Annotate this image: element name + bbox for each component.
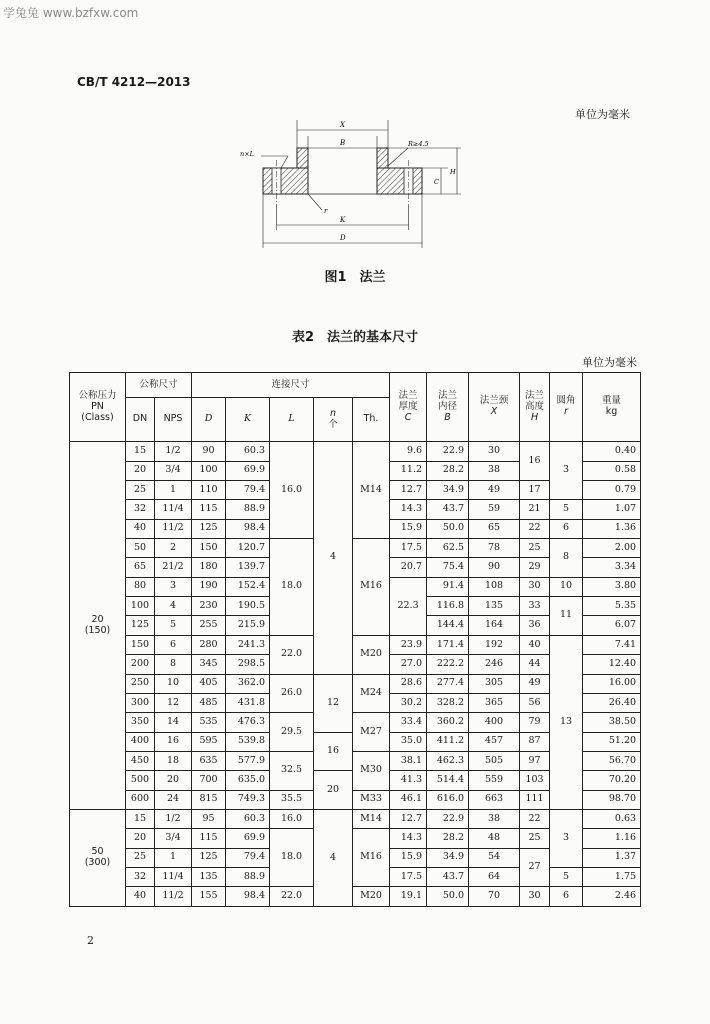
c-cell: 17.5 xyxy=(390,868,427,887)
dn-cell: 600 xyxy=(126,790,155,809)
c-cell: 20.7 xyxy=(390,558,427,577)
dn-cell: 500 xyxy=(126,771,155,790)
nps-cell: 1 xyxy=(155,480,192,499)
k-cell: 241.3 xyxy=(226,635,270,654)
b-cell: 116.8 xyxy=(427,597,469,616)
c-cell: 12.7 xyxy=(390,480,427,499)
b-cell: 62.5 xyxy=(427,539,469,558)
c-cell: 14.3 xyxy=(390,500,427,519)
h-cell: 29 xyxy=(520,558,550,577)
th-cell: M27 xyxy=(353,713,390,752)
l-cell: 35.5 xyxy=(270,790,314,809)
c-cell: 15.9 xyxy=(390,848,427,867)
c-cell: 41.3 xyxy=(390,771,427,790)
h-cell: 30 xyxy=(520,887,550,907)
label-r: r xyxy=(324,207,328,215)
l-cell: 16.0 xyxy=(270,810,314,829)
c-cell: 15.9 xyxy=(390,519,427,538)
table-caption: 表2 法兰的基本尺寸 xyxy=(291,330,419,345)
nps-cell: 20 xyxy=(155,771,192,790)
weight-cell: 26.40 xyxy=(583,693,641,712)
header-connection: 连接尺寸 xyxy=(192,373,390,398)
header-nps: NPS xyxy=(155,398,192,442)
nps-cell: 8 xyxy=(155,655,192,674)
x-cell: 305 xyxy=(469,674,520,693)
header-weight: 重量 kg xyxy=(583,373,641,442)
d-cell: 180 xyxy=(192,558,226,577)
header-nominal: 公称尺寸 xyxy=(126,373,192,398)
d-cell: 485 xyxy=(192,693,226,712)
k-cell: 577.9 xyxy=(226,751,270,770)
d-cell: 125 xyxy=(192,848,226,867)
k-cell: 190.5 xyxy=(226,597,270,616)
x-cell: 400 xyxy=(469,713,520,732)
x-cell: 78 xyxy=(469,539,520,558)
weight-cell: 7.41 xyxy=(583,635,641,654)
k-cell: 79.4 xyxy=(226,848,270,867)
b-cell: 222.2 xyxy=(427,655,469,674)
k-cell: 215.9 xyxy=(226,616,270,635)
flange-dimension-table xyxy=(69,372,640,907)
n-cell: 4 xyxy=(314,442,353,674)
c-cell: 22.3 xyxy=(390,577,427,635)
d-cell: 255 xyxy=(192,616,226,635)
table-row xyxy=(70,539,641,558)
nps-cell: 6 xyxy=(155,635,192,654)
n-cell: 16 xyxy=(314,732,353,771)
x-cell: 505 xyxy=(469,751,520,770)
b-cell: 277.4 xyxy=(427,674,469,693)
h-cell: 36 xyxy=(520,616,550,635)
d-cell: 135 xyxy=(192,868,226,887)
dn-cell: 65 xyxy=(126,558,155,577)
label-c: C xyxy=(434,178,439,186)
k-cell: 298.5 xyxy=(226,655,270,674)
h-cell: 97 xyxy=(520,751,550,770)
r-cell: 5 xyxy=(550,500,583,519)
nps-cell: 4 xyxy=(155,597,192,616)
c-cell: 46.1 xyxy=(390,790,427,809)
x-cell: 70 xyxy=(469,887,520,907)
th-cell: M16 xyxy=(353,539,390,636)
d-cell: 815 xyxy=(192,790,226,809)
dn-cell: 125 xyxy=(126,616,155,635)
x-cell: 65 xyxy=(469,519,520,538)
r-cell: 3 xyxy=(550,810,583,868)
dn-cell: 32 xyxy=(126,500,155,519)
dn-cell: 350 xyxy=(126,713,155,732)
dn-cell: 20 xyxy=(126,829,155,848)
k-cell: 60.3 xyxy=(226,442,270,461)
d-cell: 595 xyxy=(192,732,226,751)
label-b-top: B xyxy=(340,139,346,147)
th-cell: M14 xyxy=(353,810,390,829)
h-cell: 17 xyxy=(520,480,550,499)
d-cell: 405 xyxy=(192,674,226,693)
d-cell: 155 xyxy=(192,887,226,907)
c-cell: 12.7 xyxy=(390,810,427,829)
header-pn: 公称压力 PN (Class) xyxy=(70,373,126,442)
r-cell: 10 xyxy=(550,577,583,596)
label-r-ge: R≥4.5 xyxy=(408,140,429,148)
l-cell: 18.0 xyxy=(270,829,314,887)
h-cell: 44 xyxy=(520,655,550,674)
weight-cell: 3.80 xyxy=(583,577,641,596)
nps-cell: 3/4 xyxy=(155,461,192,480)
k-cell: 60.3 xyxy=(226,810,270,829)
dn-cell: 20 xyxy=(126,461,155,480)
b-cell: 514.4 xyxy=(427,771,469,790)
dn-cell: 300 xyxy=(126,693,155,712)
weight-cell: 1.75 xyxy=(583,868,641,887)
n-cell: 12 xyxy=(314,674,353,732)
dn-cell: 40 xyxy=(126,519,155,538)
r-cell: 6 xyxy=(550,887,583,907)
th-cell: M14 xyxy=(353,442,390,539)
c-cell: 35.0 xyxy=(390,732,427,751)
b-cell: 22.9 xyxy=(427,810,469,829)
dn-cell: 32 xyxy=(126,868,155,887)
k-cell: 69.9 xyxy=(226,829,270,848)
d-cell: 100 xyxy=(192,461,226,480)
x-cell: 108 xyxy=(469,577,520,596)
k-cell: 79.4 xyxy=(226,480,270,499)
header-b: 法兰 内径 B xyxy=(427,373,469,442)
b-cell: 91.4 xyxy=(427,577,469,596)
weight-cell: 1.07 xyxy=(583,500,641,519)
l-cell: 16.0 xyxy=(270,442,314,539)
page-number: 2 xyxy=(87,934,94,947)
x-cell: 457 xyxy=(469,732,520,751)
nps-cell: 3/4 xyxy=(155,829,192,848)
document-id: CB/T 4212—2013 xyxy=(77,75,191,89)
c-cell: 14.3 xyxy=(390,829,427,848)
x-cell: 365 xyxy=(469,693,520,712)
r-cell: 5 xyxy=(550,868,583,887)
nps-cell: 21/2 xyxy=(155,558,192,577)
nps-cell: 11/2 xyxy=(155,519,192,538)
dn-cell: 450 xyxy=(126,751,155,770)
unit-note-table: 单位为毫米 xyxy=(582,356,637,369)
dn-cell: 100 xyxy=(126,597,155,616)
k-cell: 476.3 xyxy=(226,713,270,732)
x-cell: 246 xyxy=(469,655,520,674)
h-cell: 16 xyxy=(520,442,550,481)
label-h: H xyxy=(450,168,456,176)
l-cell: 32.5 xyxy=(270,751,314,790)
b-cell: 43.7 xyxy=(427,868,469,887)
b-cell: 34.9 xyxy=(427,480,469,499)
nps-cell: 18 xyxy=(155,751,192,770)
l-cell: 26.0 xyxy=(270,674,314,713)
b-cell: 144.4 xyxy=(427,616,469,635)
table-row xyxy=(70,810,641,829)
b-cell: 50.0 xyxy=(427,519,469,538)
x-cell: 49 xyxy=(469,480,520,499)
weight-cell: 0.79 xyxy=(583,480,641,499)
k-cell: 88.9 xyxy=(226,500,270,519)
header-r: 圆角 r xyxy=(550,373,583,442)
nps-cell: 14 xyxy=(155,713,192,732)
weight-cell: 6.07 xyxy=(583,616,641,635)
header-h: 法兰 高度 H xyxy=(520,373,550,442)
l-cell: 29.5 xyxy=(270,713,314,752)
b-cell: 75.4 xyxy=(427,558,469,577)
nps-cell: 2 xyxy=(155,539,192,558)
d-cell: 110 xyxy=(192,480,226,499)
weight-cell: 0.40 xyxy=(583,442,641,461)
c-cell: 23.9 xyxy=(390,635,427,654)
x-cell: 30 xyxy=(469,442,520,461)
d-cell: 535 xyxy=(192,713,226,732)
nps-cell: 11/2 xyxy=(155,887,192,907)
h-cell: 56 xyxy=(520,693,550,712)
r-cell: 11 xyxy=(550,597,583,636)
k-cell: 98.4 xyxy=(226,887,270,907)
dn-cell: 25 xyxy=(126,848,155,867)
weight-cell: 1.16 xyxy=(583,829,641,848)
nps-cell: 24 xyxy=(155,790,192,809)
weight-cell: 1.36 xyxy=(583,519,641,538)
d-cell: 345 xyxy=(192,655,226,674)
nps-cell: 16 xyxy=(155,732,192,751)
h-cell: 27 xyxy=(520,848,550,887)
l-cell: 18.0 xyxy=(270,539,314,636)
c-cell: 9.6 xyxy=(390,442,427,461)
l-cell: 22.0 xyxy=(270,635,314,674)
weight-cell: 98.70 xyxy=(583,790,641,809)
weight-cell: 1.37 xyxy=(583,848,641,867)
watermark: 学兔兔 www.bzfxw.com xyxy=(3,6,139,20)
d-cell: 115 xyxy=(192,500,226,519)
dn-cell: 15 xyxy=(126,810,155,829)
weight-cell: 5.35 xyxy=(583,597,641,616)
dn-cell: 400 xyxy=(126,732,155,751)
nps-cell: 5 xyxy=(155,616,192,635)
label-nxl: n×L xyxy=(240,150,254,158)
label-k: K xyxy=(340,216,346,224)
x-cell: 663 xyxy=(469,790,520,809)
weight-cell: 3.34 xyxy=(583,558,641,577)
h-cell: 25 xyxy=(520,539,550,558)
b-cell: 462.3 xyxy=(427,751,469,770)
k-cell: 69.9 xyxy=(226,461,270,480)
b-cell: 360.2 xyxy=(427,713,469,732)
r-cell: 6 xyxy=(550,519,583,538)
h-cell: 87 xyxy=(520,732,550,751)
header-d: D xyxy=(192,398,226,442)
d-cell: 230 xyxy=(192,597,226,616)
x-cell: 38 xyxy=(469,461,520,480)
header-c: 法兰 厚度 C xyxy=(390,373,427,442)
b-cell: 616.0 xyxy=(427,790,469,809)
x-cell: 64 xyxy=(469,868,520,887)
k-cell: 635.0 xyxy=(226,771,270,790)
d-cell: 280 xyxy=(192,635,226,654)
c-cell: 33.4 xyxy=(390,713,427,732)
dn-cell: 250 xyxy=(126,674,155,693)
weight-cell: 0.63 xyxy=(583,810,641,829)
th-cell: M16 xyxy=(353,829,390,887)
th-cell: M33 xyxy=(353,790,390,809)
pn-cell: 50 (300) xyxy=(70,810,126,907)
weight-cell: 12.40 xyxy=(583,655,641,674)
d-cell: 635 xyxy=(192,751,226,770)
weight-cell: 56.70 xyxy=(583,751,641,770)
d-cell: 125 xyxy=(192,519,226,538)
n-cell: 20 xyxy=(314,771,353,810)
weight-cell: 0.58 xyxy=(583,461,641,480)
h-cell: 40 xyxy=(520,635,550,654)
weight-cell: 2.46 xyxy=(583,887,641,907)
k-cell: 749.3 xyxy=(226,790,270,809)
dn-cell: 80 xyxy=(126,577,155,596)
c-cell: 38.1 xyxy=(390,751,427,770)
h-cell: 22 xyxy=(520,810,550,829)
x-cell: 48 xyxy=(469,829,520,848)
b-cell: 328.2 xyxy=(427,693,469,712)
b-cell: 34.9 xyxy=(427,848,469,867)
k-cell: 98.4 xyxy=(226,519,270,538)
c-cell: 17.5 xyxy=(390,539,427,558)
h-cell: 49 xyxy=(520,674,550,693)
nps-cell: 1/2 xyxy=(155,810,192,829)
h-cell: 30 xyxy=(520,577,550,596)
r-cell: 13 xyxy=(550,635,583,809)
k-cell: 362.0 xyxy=(226,674,270,693)
h-cell: 111 xyxy=(520,790,550,809)
h-cell: 21 xyxy=(520,500,550,519)
header-dn: DN xyxy=(126,398,155,442)
weight-cell: 2.00 xyxy=(583,539,641,558)
d-cell: 150 xyxy=(192,539,226,558)
d-cell: 90 xyxy=(192,442,226,461)
d-cell: 95 xyxy=(192,810,226,829)
b-cell: 411.2 xyxy=(427,732,469,751)
d-cell: 700 xyxy=(192,771,226,790)
b-cell: 50.0 xyxy=(427,887,469,907)
dn-cell: 15 xyxy=(126,442,155,461)
unit-note-top: 单位为毫米 xyxy=(575,108,630,121)
nps-cell: 12 xyxy=(155,693,192,712)
b-cell: 28.2 xyxy=(427,829,469,848)
header-x: 法兰颈 X xyxy=(469,373,520,442)
c-cell: 28.6 xyxy=(390,674,427,693)
dn-cell: 50 xyxy=(126,539,155,558)
b-cell: 22.9 xyxy=(427,442,469,461)
n-cell: 4 xyxy=(314,810,353,907)
r-cell: 8 xyxy=(550,539,583,578)
l-cell: 22.0 xyxy=(270,887,314,907)
label-x: X xyxy=(340,121,345,129)
th-cell: M30 xyxy=(353,751,390,790)
header-n: n 个 xyxy=(314,398,353,442)
flange-drawing xyxy=(236,118,466,260)
k-cell: 88.9 xyxy=(226,868,270,887)
dn-cell: 25 xyxy=(126,480,155,499)
weight-cell: 51.20 xyxy=(583,732,641,751)
weight-cell: 16.00 xyxy=(583,674,641,693)
d-cell: 190 xyxy=(192,577,226,596)
h-cell: 25 xyxy=(520,829,550,848)
dn-cell: 40 xyxy=(126,887,155,907)
h-cell: 79 xyxy=(520,713,550,732)
table-row xyxy=(70,887,641,907)
label-d: D xyxy=(340,234,346,242)
nps-cell: 1/2 xyxy=(155,442,192,461)
b-cell: 43.7 xyxy=(427,500,469,519)
dn-cell: 200 xyxy=(126,655,155,674)
b-cell: 171.4 xyxy=(427,635,469,654)
pn-cell: 20 (150) xyxy=(70,442,126,810)
nps-cell: 1 xyxy=(155,848,192,867)
th-cell: M20 xyxy=(353,887,390,907)
th-cell: M20 xyxy=(353,635,390,674)
x-cell: 135 xyxy=(469,597,520,616)
header-th: Th. xyxy=(353,398,390,442)
x-cell: 38 xyxy=(469,810,520,829)
dn-cell: 150 xyxy=(126,635,155,654)
header-k: K xyxy=(226,398,270,442)
x-cell: 164 xyxy=(469,616,520,635)
k-cell: 120.7 xyxy=(226,539,270,558)
header-l: L xyxy=(270,398,314,442)
nps-cell: 10 xyxy=(155,674,192,693)
k-cell: 539.8 xyxy=(226,732,270,751)
k-cell: 431.8 xyxy=(226,693,270,712)
h-cell: 22 xyxy=(520,519,550,538)
table-row xyxy=(70,442,641,461)
nps-cell: 11/4 xyxy=(155,868,192,887)
x-cell: 559 xyxy=(469,771,520,790)
nps-cell: 3 xyxy=(155,577,192,596)
x-cell: 54 xyxy=(469,848,520,867)
figure-caption: 图1 法兰 xyxy=(324,270,386,285)
h-cell: 103 xyxy=(520,771,550,790)
k-cell: 139.7 xyxy=(226,558,270,577)
x-cell: 192 xyxy=(469,635,520,654)
b-cell: 28.2 xyxy=(427,461,469,480)
c-cell: 11.2 xyxy=(390,461,427,480)
r-cell: 3 xyxy=(550,442,583,500)
c-cell: 19.1 xyxy=(390,887,427,907)
table-row xyxy=(70,635,641,654)
weight-cell: 70.20 xyxy=(583,771,641,790)
k-cell: 152.4 xyxy=(226,577,270,596)
d-cell: 115 xyxy=(192,829,226,848)
weight-cell: 38.50 xyxy=(583,713,641,732)
x-cell: 59 xyxy=(469,500,520,519)
x-cell: 90 xyxy=(469,558,520,577)
h-cell: 33 xyxy=(520,597,550,616)
c-cell: 27.0 xyxy=(390,655,427,674)
c-cell: 30.2 xyxy=(390,693,427,712)
th-cell: M24 xyxy=(353,674,390,713)
nps-cell: 11/4 xyxy=(155,500,192,519)
